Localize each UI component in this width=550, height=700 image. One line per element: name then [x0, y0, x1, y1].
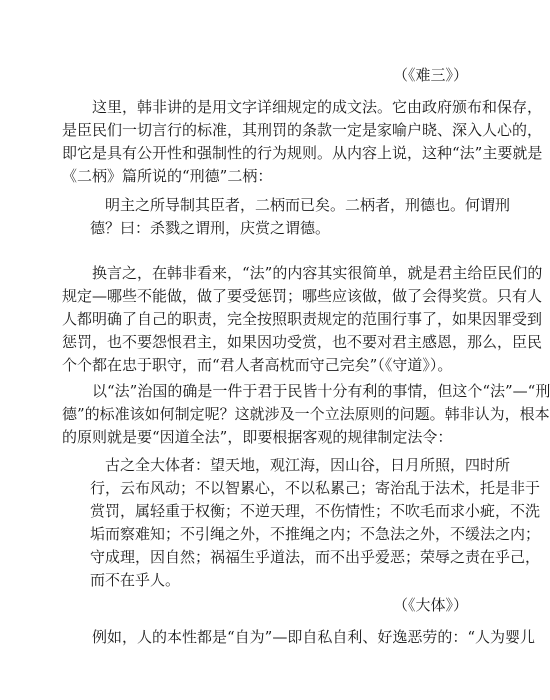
- block-quote-erbing: [90, 194, 511, 240]
- paragraph-line: 德”的标准该如何制定呢？这就涉及一个立法原则的问题。韩非认为，根本: [62, 405, 550, 423]
- quote-line: 古之全大体者：望天地，观江海，因山谷，日月所照，四时所: [105, 456, 511, 474]
- paragraph-line: 是臣民们一切言行的标准，其刑罚的条款一定是家喻户晓、深入人心的，: [62, 121, 543, 139]
- source-citation-dati: [372, 594, 468, 615]
- quote-line: 赏罚，属轻重于权衡；不逆天理，不伤情性；不吹毛而求小疵，不洗: [90, 502, 541, 520]
- quote-line: 垢而察难知；不引绳之外，不推绳之内；不急法之外，不缓法之内；: [90, 525, 541, 543]
- paragraph-line: 的原则就是要“因道全法”，即要根据客观的规律制定法令：: [62, 428, 453, 446]
- source-citation-text: （《难三》）: [392, 66, 468, 84]
- paragraph-line: 人都明确了自己的职责，完全按照职责规定的范围行事了，如果因罪受到: [62, 310, 543, 328]
- quote-line: 明主之所导制其臣者，二柄而已矣。二柄者，刑德也。何谓刑: [105, 196, 511, 214]
- paragraph-line: 惩罚，也不要怨恨君主，如果因功受赏，也不要对君主感恩，那么，臣民: [62, 333, 543, 351]
- paragraph-4: [62, 626, 536, 649]
- paragraph-line: 以“法”治国的确是一件于君于民皆十分有利的事情，但这个“法”—“刑: [92, 382, 550, 400]
- paragraph-line: 个个都在忠于职守，而“君人者高枕而守己完矣”（《守道》）。: [62, 356, 453, 374]
- paragraph-line: 即它是具有公开性和强制性的行为规则。从内容上说，这种“法”主要就是: [62, 144, 543, 162]
- quote-line: 守成理，因自然；祸福生乎道法，而不出乎爱恶；荣辱之责在乎己，: [90, 548, 541, 566]
- paragraph-line: 规定—哪些不能做，做了要受惩罚；哪些应该做，做了会得奖赏。只有人: [62, 287, 543, 305]
- paragraph-line: 换言之，在韩非看来，“法”的内容其实很简单，就是君主给臣民们的: [92, 264, 543, 282]
- paragraph-line: 这里，韩非讲的是用文字详细规定的成文法。它由政府颁布和保存，: [92, 98, 543, 116]
- source-citation-nansan: [372, 64, 468, 85]
- paragraph-2: [62, 262, 543, 377]
- source-citation-text: （《大体》）: [392, 596, 468, 614]
- paragraph-line: 例如，人的本性都是“自为”—即自私自利、好逸恶劳的：“人为婴儿: [92, 628, 536, 646]
- quote-line: 行，云布风动；不以智累心，不以私累己；寄治乱于法术，托是非于: [90, 479, 541, 497]
- block-quote-dati: [90, 454, 541, 592]
- paragraph-line: 《二柄》篇所说的“刑德”二柄：: [62, 167, 273, 185]
- paragraph-1: [62, 96, 543, 188]
- quote-line: 而不在乎人。: [90, 571, 181, 589]
- paragraph-3: [62, 380, 550, 449]
- quote-line: 德？曰：杀戮之谓刑，庆赏之谓德。: [90, 219, 331, 237]
